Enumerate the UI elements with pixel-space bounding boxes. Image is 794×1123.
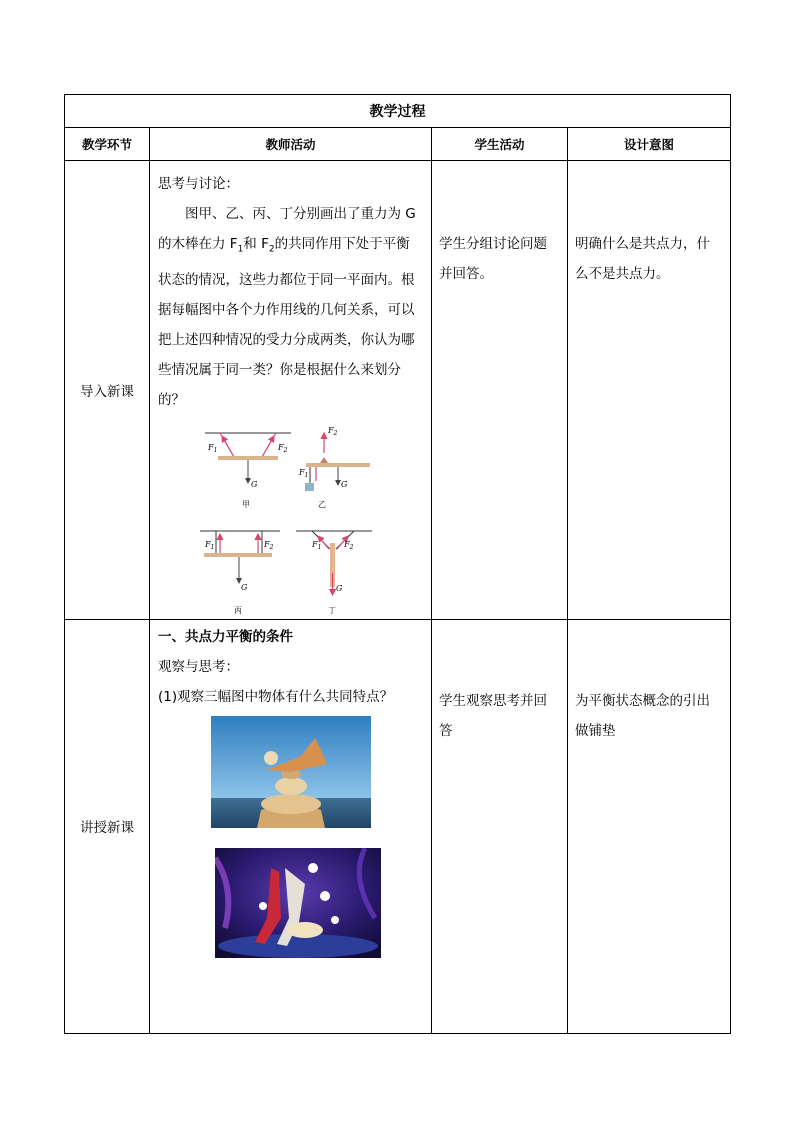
design-intent-cell: 明确什么是共点力，什么不是共点力。 — [568, 161, 731, 620]
student-activity-cell: 学生分组讨论问题并回答。 — [432, 161, 568, 620]
label-f1: $F_1$ — [299, 467, 309, 479]
discussion-paragraph: 图甲、乙、丙、丁分别画出了重力为 G 的木棒在力 $F_1$和 $F_2$的共同作用下处于平衡状态的情况，这些力都位于同一平面内。根据每幅图中各个力作用线的几何关系，可以把上述四种情况的受力分成两类，你认为哪些情况属于同一类？你是根据什么来划分的？ — [158, 206, 416, 408]
force-diagrams — [158, 423, 424, 619]
figure-yi — [298, 426, 370, 509]
label-g: G — [336, 583, 343, 593]
label-f2: $F_2$ — [344, 539, 354, 551]
label-f1: $F_1$ — [312, 539, 322, 551]
header-intent: 设计意图 — [568, 128, 731, 161]
teaching-process-table — [64, 94, 731, 1034]
header-student: 学生活动 — [432, 128, 568, 161]
teacher-activity-cell — [150, 161, 432, 620]
discussion-heading: 思考与讨论： — [158, 176, 239, 192]
teacher-activity-cell — [150, 619, 432, 1033]
stage-cell: 导入新课 — [65, 161, 150, 620]
table-row — [65, 619, 731, 1033]
table-row — [65, 161, 731, 620]
acrobat-performance-photo — [215, 848, 381, 958]
label-f2: $F_2$ — [278, 442, 288, 454]
label-g: G — [341, 479, 348, 489]
observe-heading: 观察与思考： — [158, 658, 239, 675]
label-f1: $F_1$ — [205, 539, 215, 551]
caption-jia: 甲 — [242, 499, 250, 509]
figure-jia — [205, 433, 291, 509]
question-text: (1)观察三幅图中物体有什么共同特点？ — [158, 688, 394, 705]
section-heading: 一、共点力平衡的条件 — [158, 628, 293, 645]
figure-bing — [200, 531, 280, 615]
caption-yi: 乙 — [318, 499, 326, 509]
caption-ding: 丁 — [328, 605, 336, 615]
header-stage: 教学环节 — [65, 128, 150, 161]
student-activity-cell: 学生观察思考并回答 — [432, 619, 568, 1033]
label-g: G — [251, 479, 258, 489]
header-teacher: 教师活动 — [150, 128, 432, 161]
stage-cell: 讲授新课 — [65, 619, 150, 1033]
table-title: 教学过程 — [65, 95, 731, 128]
design-intent-cell: 为平衡状态概念的引出做铺垫 — [568, 619, 731, 1033]
label-f2: $F_2$ — [328, 425, 338, 437]
balanced-stones-photo — [211, 716, 371, 828]
header-row — [65, 128, 731, 161]
figure-ding — [296, 531, 372, 615]
label-f1: $F_1$ — [208, 442, 218, 454]
label-f2: $F_2$ — [264, 539, 274, 551]
caption-bing: 丙 — [234, 605, 242, 615]
label-g: G — [241, 582, 248, 592]
